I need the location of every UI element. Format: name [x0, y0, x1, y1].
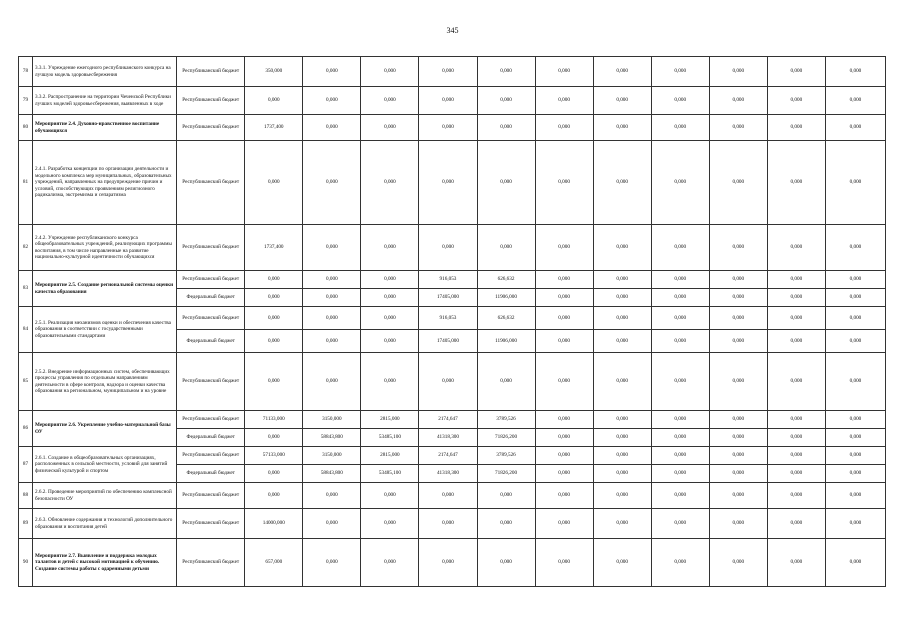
funding-value: 0,000 [303, 141, 361, 225]
funding-value: 0,000 [477, 509, 535, 539]
funding-value: 0,000 [767, 429, 825, 447]
budget-table [18, 56, 886, 587]
funding-value: 3150,000 [303, 411, 361, 429]
funding-value: 0,000 [651, 539, 709, 587]
funding-value: 0,000 [651, 115, 709, 141]
funding-value: 53485,100 [361, 429, 419, 447]
funding-value: 0,000 [245, 429, 303, 447]
table-row [19, 115, 886, 141]
funding-value: 0,000 [825, 57, 885, 87]
funding-value: 0,000 [419, 539, 477, 587]
funding-value: 0,000 [825, 330, 885, 353]
funding-value: 0,000 [709, 509, 767, 539]
funding-value: 0,000 [825, 141, 885, 225]
table-row [19, 307, 886, 330]
funding-value: 0,000 [709, 141, 767, 225]
funding-value: 0,000 [303, 483, 361, 509]
funding-value: 0,000 [651, 87, 709, 115]
funding-value: 0,000 [651, 447, 709, 465]
row-number: 90 [19, 539, 33, 587]
row-description: 2.6.2. Проведение мероприятий по обеспечению комплексной безопасности ОУ [33, 483, 177, 509]
funding-value: 71826,200 [477, 429, 535, 447]
funding-value: 0,000 [651, 429, 709, 447]
funding-value: 0,000 [593, 141, 651, 225]
funding-value: 0,000 [303, 271, 361, 289]
table-row [19, 411, 886, 429]
row-description: 3.3.2. Распространение на территории Чеченской Республики лучших моделей здоровьесбережения, выявленных в ходе [33, 87, 177, 115]
funding-value: 916,053 [419, 271, 477, 289]
funding-value: 0,000 [303, 307, 361, 330]
funding-value: 0,000 [535, 307, 593, 330]
row-number: 88 [19, 483, 33, 509]
funding-value: 0,000 [535, 353, 593, 411]
funding-value: 0,000 [767, 353, 825, 411]
table-row [19, 271, 886, 289]
funding-value: 0,000 [535, 465, 593, 483]
funding-value: 0,000 [419, 483, 477, 509]
funding-value: 0,000 [825, 353, 885, 411]
funding-source: Республиканский бюджет [177, 411, 245, 429]
funding-value: 0,000 [535, 141, 593, 225]
funding-value: 0,000 [651, 57, 709, 87]
funding-value: 2174,647 [419, 411, 477, 429]
funding-value: 71133,000 [245, 411, 303, 429]
funding-value: 0,000 [535, 411, 593, 429]
funding-value: 0,000 [593, 57, 651, 87]
funding-source: Республиканский бюджет [177, 447, 245, 465]
funding-value: 0,000 [303, 225, 361, 271]
funding-value: 11906,000 [477, 289, 535, 307]
funding-value: 0,000 [767, 87, 825, 115]
funding-value: 0,000 [361, 509, 419, 539]
funding-value: 2815,000 [361, 447, 419, 465]
row-description: 2.5.1. Реализация механизмов оценки и обеспечения качества образования в соответствии с государственными образовательными стандартами [33, 307, 177, 353]
funding-value: 0,000 [535, 509, 593, 539]
funding-value: 0,000 [825, 307, 885, 330]
funding-source: Республиканский бюджет [177, 141, 245, 225]
funding-value: 0,000 [767, 57, 825, 87]
funding-value: 0,000 [709, 307, 767, 330]
table-row [19, 483, 886, 509]
funding-value: 0,000 [593, 539, 651, 587]
funding-value: 0,000 [477, 353, 535, 411]
funding-value: 0,000 [303, 539, 361, 587]
funding-value: 0,000 [303, 353, 361, 411]
funding-value: 0,000 [709, 87, 767, 115]
funding-source: Республиканский бюджет [177, 87, 245, 115]
funding-value: 1737,400 [245, 225, 303, 271]
funding-value: 17405,000 [419, 289, 477, 307]
row-number: 81 [19, 141, 33, 225]
funding-value: 3150,000 [303, 447, 361, 465]
funding-value: 0,000 [477, 87, 535, 115]
funding-value: 0,000 [477, 539, 535, 587]
funding-value: 0,000 [651, 465, 709, 483]
funding-value: 0,000 [767, 289, 825, 307]
funding-value: 0,000 [303, 289, 361, 307]
funding-value: 41318,300 [419, 429, 477, 447]
funding-value: 0,000 [767, 115, 825, 141]
funding-source: Республиканский бюджет [177, 483, 245, 509]
funding-value: 0,000 [361, 271, 419, 289]
funding-value: 14000,000 [245, 509, 303, 539]
funding-source: Республиканский бюджет [177, 271, 245, 289]
row-number: 85 [19, 353, 33, 411]
funding-value: 0,000 [303, 57, 361, 87]
funding-value: 1737,400 [245, 115, 303, 141]
row-number: 84 [19, 307, 33, 353]
funding-value: 53485,100 [361, 465, 419, 483]
funding-value: 0,000 [767, 225, 825, 271]
funding-value: 0,000 [535, 289, 593, 307]
funding-value: 58843,800 [303, 465, 361, 483]
funding-value: 0,000 [709, 539, 767, 587]
funding-value: 0,000 [419, 87, 477, 115]
funding-value: 0,000 [825, 465, 885, 483]
row-number: 87 [19, 447, 33, 483]
funding-value: 0,000 [709, 115, 767, 141]
funding-value: 0,000 [651, 307, 709, 330]
row-description: 2.6.1. Создание в общеобразовательных организациях, расположенных в сельской местности, условий для занятий физической культурой и спортом [33, 447, 177, 483]
row-description: Мероприятие 2.6. Укрепление учебно-материальной базы ОУ [33, 411, 177, 447]
funding-value: 0,000 [825, 509, 885, 539]
funding-value: 0,000 [477, 225, 535, 271]
funding-value: 17405,000 [419, 330, 477, 353]
funding-value: 0,000 [767, 483, 825, 509]
row-description: Мероприятие 2.7. Выявление и поддержка молодых талантов и детей с высокой мотивацией к обучению. Создание системы работы с одаренными детьми [33, 539, 177, 587]
funding-value: 0,000 [709, 225, 767, 271]
funding-value: 0,000 [825, 225, 885, 271]
funding-value: 11906,000 [477, 330, 535, 353]
funding-value: 0,000 [245, 87, 303, 115]
page-number: 345 [446, 26, 459, 35]
funding-value: 0,000 [709, 447, 767, 465]
funding-value: 0,000 [825, 87, 885, 115]
funding-value: 3789,526 [477, 411, 535, 429]
funding-value: 2815,000 [361, 411, 419, 429]
funding-source: Республиканский бюджет [177, 509, 245, 539]
funding-value: 57133,000 [245, 447, 303, 465]
row-number: 78 [19, 57, 33, 87]
funding-value: 0,000 [245, 465, 303, 483]
funding-value: 0,000 [651, 483, 709, 509]
funding-value: 0,000 [535, 271, 593, 289]
funding-value: 0,000 [825, 429, 885, 447]
funding-value: 0,000 [419, 115, 477, 141]
funding-value: 0,000 [767, 447, 825, 465]
funding-value: 350,000 [245, 57, 303, 87]
funding-value: 0,000 [593, 289, 651, 307]
funding-value: 0,000 [709, 465, 767, 483]
funding-value: 0,000 [303, 509, 361, 539]
funding-value: 0,000 [825, 289, 885, 307]
funding-value: 0,000 [361, 57, 419, 87]
funding-value: 0,000 [709, 411, 767, 429]
funding-value: 0,000 [303, 330, 361, 353]
funding-value: 626,632 [477, 271, 535, 289]
funding-value: 0,000 [419, 509, 477, 539]
funding-value: 0,000 [477, 115, 535, 141]
funding-value: 0,000 [361, 141, 419, 225]
funding-value: 0,000 [245, 483, 303, 509]
funding-value: 0,000 [361, 330, 419, 353]
funding-value: 657,000 [245, 539, 303, 587]
funding-value: 916,053 [419, 307, 477, 330]
funding-value: 0,000 [709, 57, 767, 87]
funding-value: 0,000 [825, 447, 885, 465]
funding-value: 3789,526 [477, 447, 535, 465]
funding-value: 0,000 [361, 539, 419, 587]
funding-source: Республиканский бюджет [177, 225, 245, 271]
funding-value: 0,000 [245, 330, 303, 353]
funding-value: 0,000 [593, 411, 651, 429]
table-row [19, 225, 886, 271]
row-number: 80 [19, 115, 33, 141]
funding-value: 0,000 [361, 307, 419, 330]
funding-value: 0,000 [651, 509, 709, 539]
funding-value: 0,000 [593, 353, 651, 411]
funding-value: 0,000 [651, 289, 709, 307]
row-description: 2.4.1. Разработка концепции по организации деятельности и модельного комплекса мер муниципальных, образовательных учреждений, направленных на предупреждение причин и условий, способствующих проявлениям религиозного радикализма, экстремизма и сепаратизма [33, 141, 177, 225]
funding-value: 0,000 [709, 271, 767, 289]
funding-value: 0,000 [593, 87, 651, 115]
funding-value: 0,000 [767, 465, 825, 483]
funding-value: 0,000 [361, 115, 419, 141]
funding-value: 0,000 [709, 353, 767, 411]
funding-value: 0,000 [593, 115, 651, 141]
funding-value: 0,000 [593, 307, 651, 330]
row-description: Мероприятие 2.5. Создание региональной системы оценки качества образования [33, 271, 177, 307]
funding-value: 0,000 [245, 141, 303, 225]
funding-value: 0,000 [361, 289, 419, 307]
funding-source: Федеральный бюджет [177, 465, 245, 483]
funding-value: 0,000 [593, 225, 651, 271]
funding-value: 0,000 [651, 141, 709, 225]
funding-value: 0,000 [419, 353, 477, 411]
funding-value: 0,000 [767, 307, 825, 330]
row-description: 2.5.2. Внедрение информационных систем, обеспечивающих процессы управления по отдельным направлениям деятельности в сфере контроля, надзора и оценки качества образования на региональном, муниципальном и на уровне [33, 353, 177, 411]
funding-value: 0,000 [825, 539, 885, 587]
funding-value: 0,000 [651, 353, 709, 411]
funding-value: 0,000 [477, 483, 535, 509]
funding-value: 0,000 [709, 330, 767, 353]
funding-value: 0,000 [651, 271, 709, 289]
funding-value: 0,000 [361, 483, 419, 509]
funding-value: 0,000 [419, 225, 477, 271]
funding-value: 0,000 [825, 411, 885, 429]
funding-value: 0,000 [651, 225, 709, 271]
funding-value: 0,000 [419, 57, 477, 87]
table-row [19, 57, 886, 87]
funding-value: 0,000 [767, 330, 825, 353]
funding-value: 0,000 [419, 141, 477, 225]
funding-value: 0,000 [593, 447, 651, 465]
funding-value: 0,000 [825, 115, 885, 141]
funding-value: 0,000 [593, 509, 651, 539]
funding-value: 0,000 [245, 289, 303, 307]
funding-value: 0,000 [535, 330, 593, 353]
funding-value: 0,000 [767, 271, 825, 289]
funding-value: 0,000 [535, 87, 593, 115]
funding-value: 0,000 [709, 429, 767, 447]
funding-value: 2174,647 [419, 447, 477, 465]
funding-value: 0,000 [535, 447, 593, 465]
funding-value: 0,000 [651, 330, 709, 353]
funding-value: 0,000 [361, 225, 419, 271]
funding-value: 0,000 [535, 115, 593, 141]
funding-value: 0,000 [825, 271, 885, 289]
table-row [19, 447, 886, 465]
row-number: 82 [19, 225, 33, 271]
row-description: 2.6.3. Обновление содержания и технологий дополнительного образования и воспитания детей [33, 509, 177, 539]
funding-value: 71826,200 [477, 465, 535, 483]
funding-value: 0,000 [535, 539, 593, 587]
funding-value: 0,000 [303, 87, 361, 115]
funding-value: 0,000 [361, 353, 419, 411]
funding-source: Федеральный бюджет [177, 289, 245, 307]
table-row [19, 539, 886, 587]
funding-value: 0,000 [361, 87, 419, 115]
table-row [19, 353, 886, 411]
row-description: Мероприятие 2.4. Духовно-нравственное воспитание обучающихся [33, 115, 177, 141]
row-number: 83 [19, 271, 33, 307]
funding-source: Республиканский бюджет [177, 353, 245, 411]
funding-value: 0,000 [593, 271, 651, 289]
funding-value: 0,000 [303, 115, 361, 141]
row-description: 3.3.1. Учреждение ежегодного республиканского конкурса на лучшую модель здоровьесбережения [33, 57, 177, 87]
funding-value: 0,000 [245, 271, 303, 289]
funding-value: 0,000 [767, 509, 825, 539]
funding-value: 0,000 [593, 465, 651, 483]
funding-value: 0,000 [709, 483, 767, 509]
funding-value: 0,000 [245, 307, 303, 330]
table-row [19, 509, 886, 539]
row-description: 2.4.2. Учреждение республиканского конкурса общеобразовательных учреждений, реализующих программы воспитания, в том числе направленные на развитие национально-культурной идентичности обучающихся [33, 225, 177, 271]
funding-value: 0,000 [593, 483, 651, 509]
funding-value: 0,000 [245, 353, 303, 411]
funding-value: 0,000 [535, 225, 593, 271]
funding-value: 0,000 [535, 429, 593, 447]
funding-value: 626,632 [477, 307, 535, 330]
funding-value: 0,000 [535, 57, 593, 87]
funding-value: 0,000 [477, 57, 535, 87]
funding-value: 58843,800 [303, 429, 361, 447]
funding-value: 0,000 [767, 141, 825, 225]
funding-value: 41318,300 [419, 465, 477, 483]
funding-source: Республиканский бюджет [177, 539, 245, 587]
row-number: 79 [19, 87, 33, 115]
row-number: 86 [19, 411, 33, 447]
funding-value: 0,000 [593, 330, 651, 353]
table-row [19, 141, 886, 225]
funding-value: 0,000 [535, 483, 593, 509]
funding-value: 0,000 [767, 539, 825, 587]
funding-value: 0,000 [767, 411, 825, 429]
row-number: 89 [19, 509, 33, 539]
funding-source: Федеральный бюджет [177, 330, 245, 353]
funding-source: Республиканский бюджет [177, 115, 245, 141]
table-row [19, 87, 886, 115]
funding-value: 0,000 [825, 483, 885, 509]
funding-value: 0,000 [477, 141, 535, 225]
funding-value: 0,000 [593, 429, 651, 447]
funding-source: Республиканский бюджет [177, 307, 245, 330]
funding-value: 0,000 [709, 289, 767, 307]
funding-value: 0,000 [651, 411, 709, 429]
funding-source: Республиканский бюджет [177, 57, 245, 87]
funding-source: Федеральный бюджет [177, 429, 245, 447]
